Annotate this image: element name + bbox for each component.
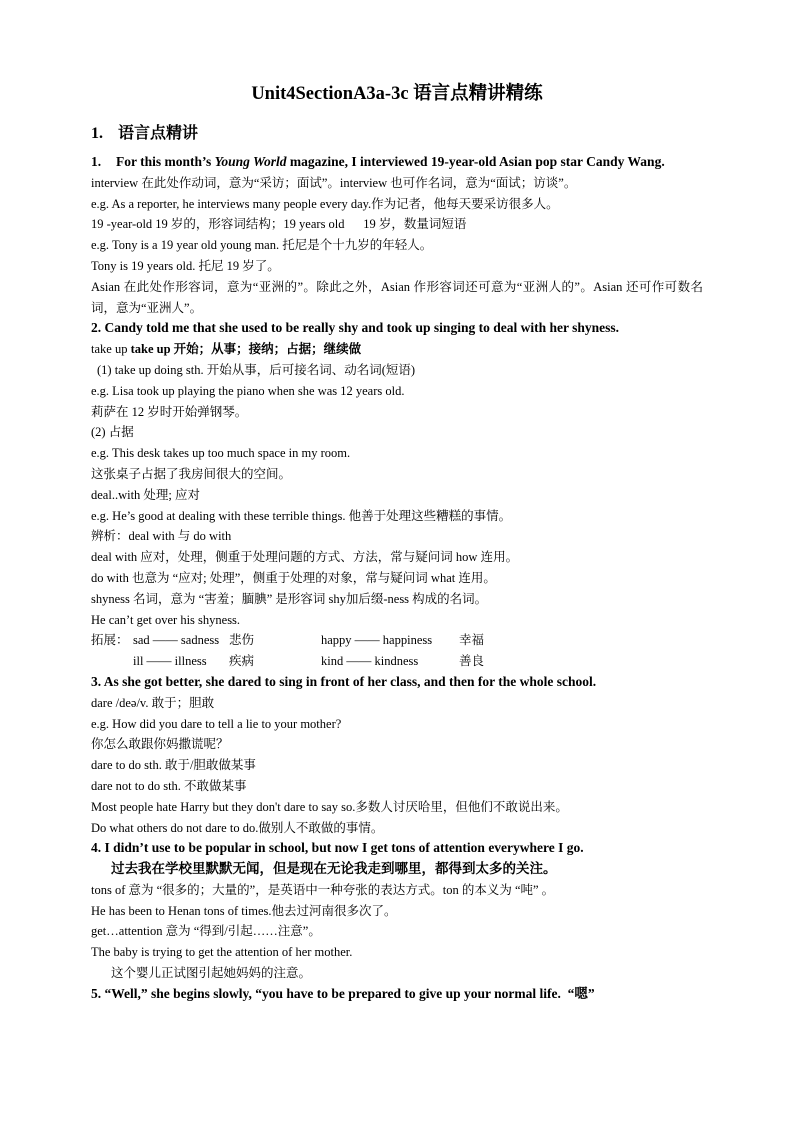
sentence-2	[91, 318, 703, 339]
note-line: 莉萨在 12 岁时开始弹钢琴。	[91, 404, 248, 419]
note-line: e.g. Tony is a 19 year old young man. 托尼是个十九岁的年轻人。	[91, 238, 433, 253]
note-line: He can’t get over his shyness.	[91, 612, 241, 627]
note-line: tons of 意为 “很多的；大量的”，是英语中一种夸张的表达方式。ton 的本义为 “吨” 。	[91, 882, 555, 897]
note-line: e.g. Lisa took up playing the piano when she was 12 years old.	[91, 383, 405, 398]
section-label: 语言点精讲	[118, 125, 199, 142]
word-meaning: 幸福	[459, 633, 485, 648]
sentence-3	[91, 672, 703, 693]
word-meaning: 悲伤	[229, 633, 255, 648]
note-line: deal..with 处理; 应对	[91, 487, 201, 502]
note-line: 19 -year-old 19 岁的，形容词结构；19 years old 19 岁，数量词短语	[91, 217, 467, 232]
note-line: 这张桌子占据了我房间很大的空间。	[91, 466, 292, 481]
note-line: e.g. How did you dare to tell a lie to your mother?	[91, 716, 342, 731]
note-line	[91, 339, 703, 360]
note-line: get…attention 意为 “得到/引起……注意”。	[91, 924, 321, 939]
note-line: e.g. This desk takes up too much space in my room.	[91, 446, 351, 461]
note-line: (1) take up doing sth. 开始从事，后可接名词、动名词(短语)	[97, 362, 416, 377]
sentence-1-pre: For this month’s	[116, 154, 215, 169]
note-line: interview 在此处作动词，意为“采访；面试”。interview 也可作名词，意为“面试；访谈”。	[91, 175, 577, 190]
note-line: Tony is 19 years old. 托尼 19 岁了。	[91, 258, 280, 273]
sentence-4-text: I didn’t use to be popular in school, but now I get tons of attention everywhere I go.	[104, 840, 584, 856]
sentence-1-post: magazine, I interviewed 19-year-old Asian pop star Candy Wang.	[286, 154, 665, 169]
note-line: dare to do sth. 敢于/胆敢做某事	[91, 758, 256, 773]
extension-table	[91, 630, 484, 672]
magazine-title: Young World	[214, 154, 287, 169]
word-meaning: 善良	[459, 654, 485, 669]
word-pair: ill —— illness	[133, 654, 207, 669]
word-pair: happy —— happiness	[321, 633, 433, 648]
note-line: He has been to Henan tons of times.他去过河南很多次了。	[91, 903, 397, 918]
page-title: Unit4SectionA3a-3c 语言点精讲精练	[251, 84, 543, 104]
sentence-4	[91, 838, 703, 859]
sentence-4-translation: 过去我在学校里默默无闻，但是现在无论我走到哪里，都得到太多的关注。	[111, 861, 557, 877]
phrase-pre: take up	[91, 342, 131, 357]
note-line: dare not to do sth. 不敢做某事	[91, 778, 247, 793]
phrase-meaning: take up 开始；从事；接纳；占据；继续做	[130, 342, 362, 357]
document-page	[91, 80, 703, 1005]
note-line: do with 也意为 “应对; 处理”，侧重于处理的对象，常与疑问词 what 连用。	[91, 570, 496, 585]
word-pair: kind —— kindness	[321, 654, 419, 669]
note-line: deal with 应对，处理，侧重于处理问题的方式、方法，常与疑问词 how 连用。	[91, 550, 519, 565]
sentence-1	[91, 152, 703, 173]
note-line: 这个婴儿正试图引起她妈妈的注意。	[111, 966, 312, 981]
note-line: e.g. As a reporter, he interviews many people every day.作为记者，他每天要采访很多人。	[91, 196, 559, 211]
note-line: Do what others do not dare to do.做别人不敢做的事情。	[91, 820, 384, 835]
extension-row	[91, 630, 484, 651]
word-meaning: 疾病	[229, 654, 255, 669]
sentence-5-text: “Well,” she begins slowly, “you have to be prepared to give up your normal life. “嗯”	[104, 985, 595, 1001]
section-heading	[91, 122, 703, 146]
sentence-number: 5.	[91, 985, 102, 1001]
note-line: 辨析：deal with 与 do with	[91, 529, 232, 544]
sentence-number: 1.	[91, 154, 102, 169]
note-line: Most people hate Harry but they don't dare to say so.多数人讨厌哈里，但他们不敢说出来。	[91, 799, 568, 814]
sentence-2-text: Candy told me that she used to be really shy and took up singing to deal with her shyness.	[104, 320, 619, 336]
note-line: shyness 名词，意为 “害羞；腼腆” 是形容词 shy加后缀-ness 构成的名词。	[91, 591, 488, 606]
sentence-number: 3.	[91, 673, 102, 689]
sentence-3-text: As she got better, she dared to sing in front of her class, and then for the whole school.	[103, 673, 597, 689]
note-line: Asian 在此处作形容词，意为“亚洲的”。除此之外，Asian 作形容词还可意为“亚洲人的”。Asian 还可作可数名词，意为“亚洲人”。	[91, 279, 703, 315]
note-line: 你怎么敢跟你妈撒谎呢？	[91, 737, 229, 752]
note-line: dare /deə/v. 敢于；胆敢	[91, 695, 215, 710]
sentence-number: 4.	[91, 840, 102, 856]
section-number: 1.	[91, 125, 103, 142]
note-line: e.g. He’s good at dealing with these terrible things. 他善于处理这些糟糕的事情。	[91, 508, 512, 523]
extension-row	[91, 651, 484, 672]
note-line: (2) 占据	[91, 425, 134, 440]
sentence-number: 2.	[91, 320, 102, 336]
note-line: The baby is trying to get the attention of her mother.	[91, 945, 353, 960]
extension-label: 拓展：	[91, 633, 129, 648]
word-pair: sad —— sadness	[133, 633, 220, 648]
sentence-5	[91, 984, 703, 1005]
